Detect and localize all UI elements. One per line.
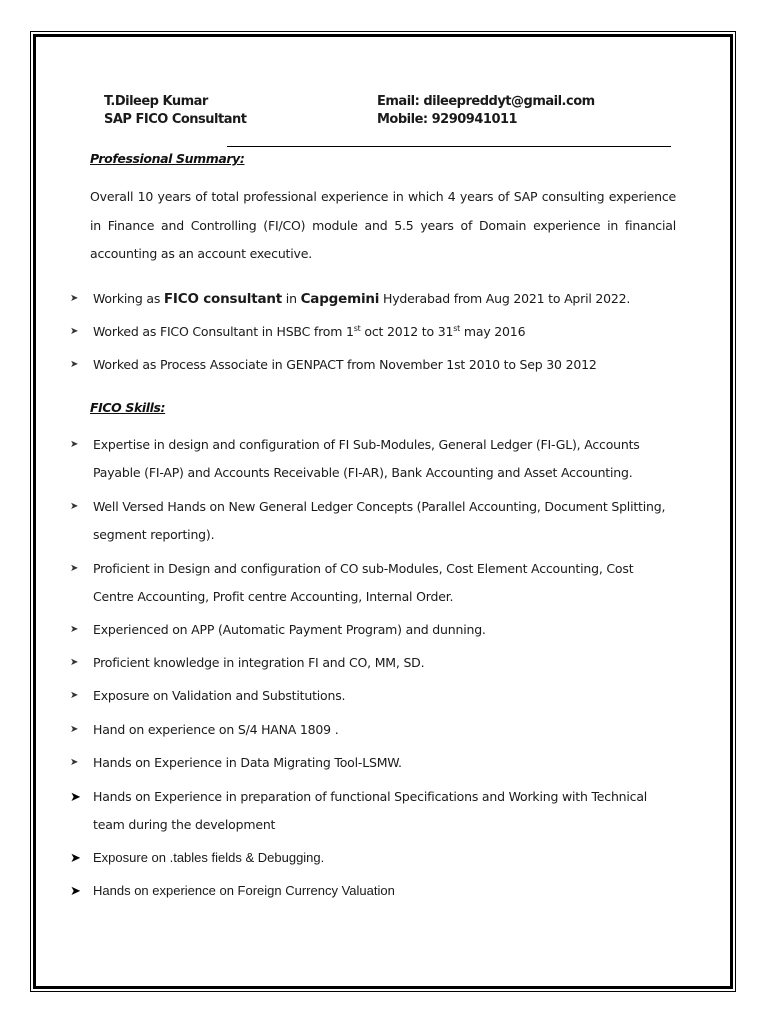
skill-text: Proficient in Design and configuration of CO sub-Modules, Cost Element Accounting, Cost Centre Accounting, Profit centre Accounting, Internal Order. xyxy=(93,561,634,604)
skill-text: Hands on Experience in Data Migrating Tool-LSMW. xyxy=(93,755,402,770)
skill-text: Well Versed Hands on New General Ledger Concepts (Parallel Accounting, Document Splitting, segment reporting). xyxy=(93,499,666,542)
contact-mobile: Mobile: 9290941011 xyxy=(377,112,518,127)
header-identity xyxy=(104,93,246,129)
arrow-bullet-icon: ➤ xyxy=(70,501,79,512)
arrow-bullet-icon: ➤ xyxy=(70,789,81,804)
candidate-role: SAP FICO Consultant xyxy=(104,112,247,127)
arrow-bullet-icon: ➤ xyxy=(70,293,79,304)
arrow-bullet-icon: ➤ xyxy=(70,326,79,337)
skill-text: Exposure on .tables fields & Debugging. xyxy=(93,850,325,865)
section-title-summary: Professional Summary: xyxy=(90,151,245,166)
skill-text: Exposure on Validation and Substitutions. xyxy=(93,688,346,703)
arrow-bullet-icon: ➤ xyxy=(70,690,79,701)
skill-text: Hand on experience on S/4 HANA 1809 . xyxy=(93,722,339,737)
experience-text: Worked as Process Associate in GENPACT from November 1st 2010 to Sep 30 2012 xyxy=(93,357,597,372)
arrow-bullet-icon: ➤ xyxy=(70,757,79,768)
summary-paragraph: Overall 10 years of total professional experience in which 4 years of SAP consulting experience in Finance and Controlling (FI/CO) module and 5.5 years of Domain experience in financial accounting as an account executive. xyxy=(90,189,676,261)
header-contact xyxy=(377,93,595,129)
header-divider xyxy=(227,146,671,147)
skill-text: Proficient knowledge in integration FI and CO, MM, SD. xyxy=(93,655,425,670)
section-title-skills: FICO Skills: xyxy=(90,400,166,415)
arrow-bullet-icon: ➤ xyxy=(70,850,81,865)
arrow-bullet-icon: ➤ xyxy=(70,439,79,450)
skill-text: Experienced on APP (Automatic Payment Program) and dunning. xyxy=(93,622,486,637)
arrow-bullet-icon: ➤ xyxy=(70,657,79,668)
arrow-bullet-icon: ➤ xyxy=(70,359,79,370)
arrow-bullet-icon: ➤ xyxy=(70,883,81,898)
contact-email: Email: dileepreddyt@gmail.com xyxy=(377,94,595,109)
arrow-bullet-icon: ➤ xyxy=(70,624,79,635)
experience-company: Capgemini xyxy=(300,291,380,307)
skill-text: Hands on Experience in preparation of functional Specifications and Working with Technical team during the development xyxy=(93,789,648,832)
skill-text: Expertise in design and configuration of FI Sub-Modules, General Ledger (FI-GL), Accounts Payable (FI-AP) and Accounts Receivable (FI-AR), Bank Accounting and Asset Accounting. xyxy=(93,437,640,480)
experience-text: Worked as FICO Consultant in HSBC from 1st oct 2012 to 31st may 2016 xyxy=(93,323,526,339)
experience-role: FICO consultant xyxy=(163,291,283,307)
arrow-bullet-icon: ➤ xyxy=(70,724,79,735)
candidate-name: T.Dileep Kumar xyxy=(104,94,208,109)
skill-text: Hands on experience on Foreign Currency Valuation xyxy=(93,883,395,898)
experience-text: Working as FICO consultant in Capgemini Hyderabad from Aug 2021 to April 2022. xyxy=(93,291,631,307)
arrow-bullet-icon: ➤ xyxy=(70,563,79,574)
